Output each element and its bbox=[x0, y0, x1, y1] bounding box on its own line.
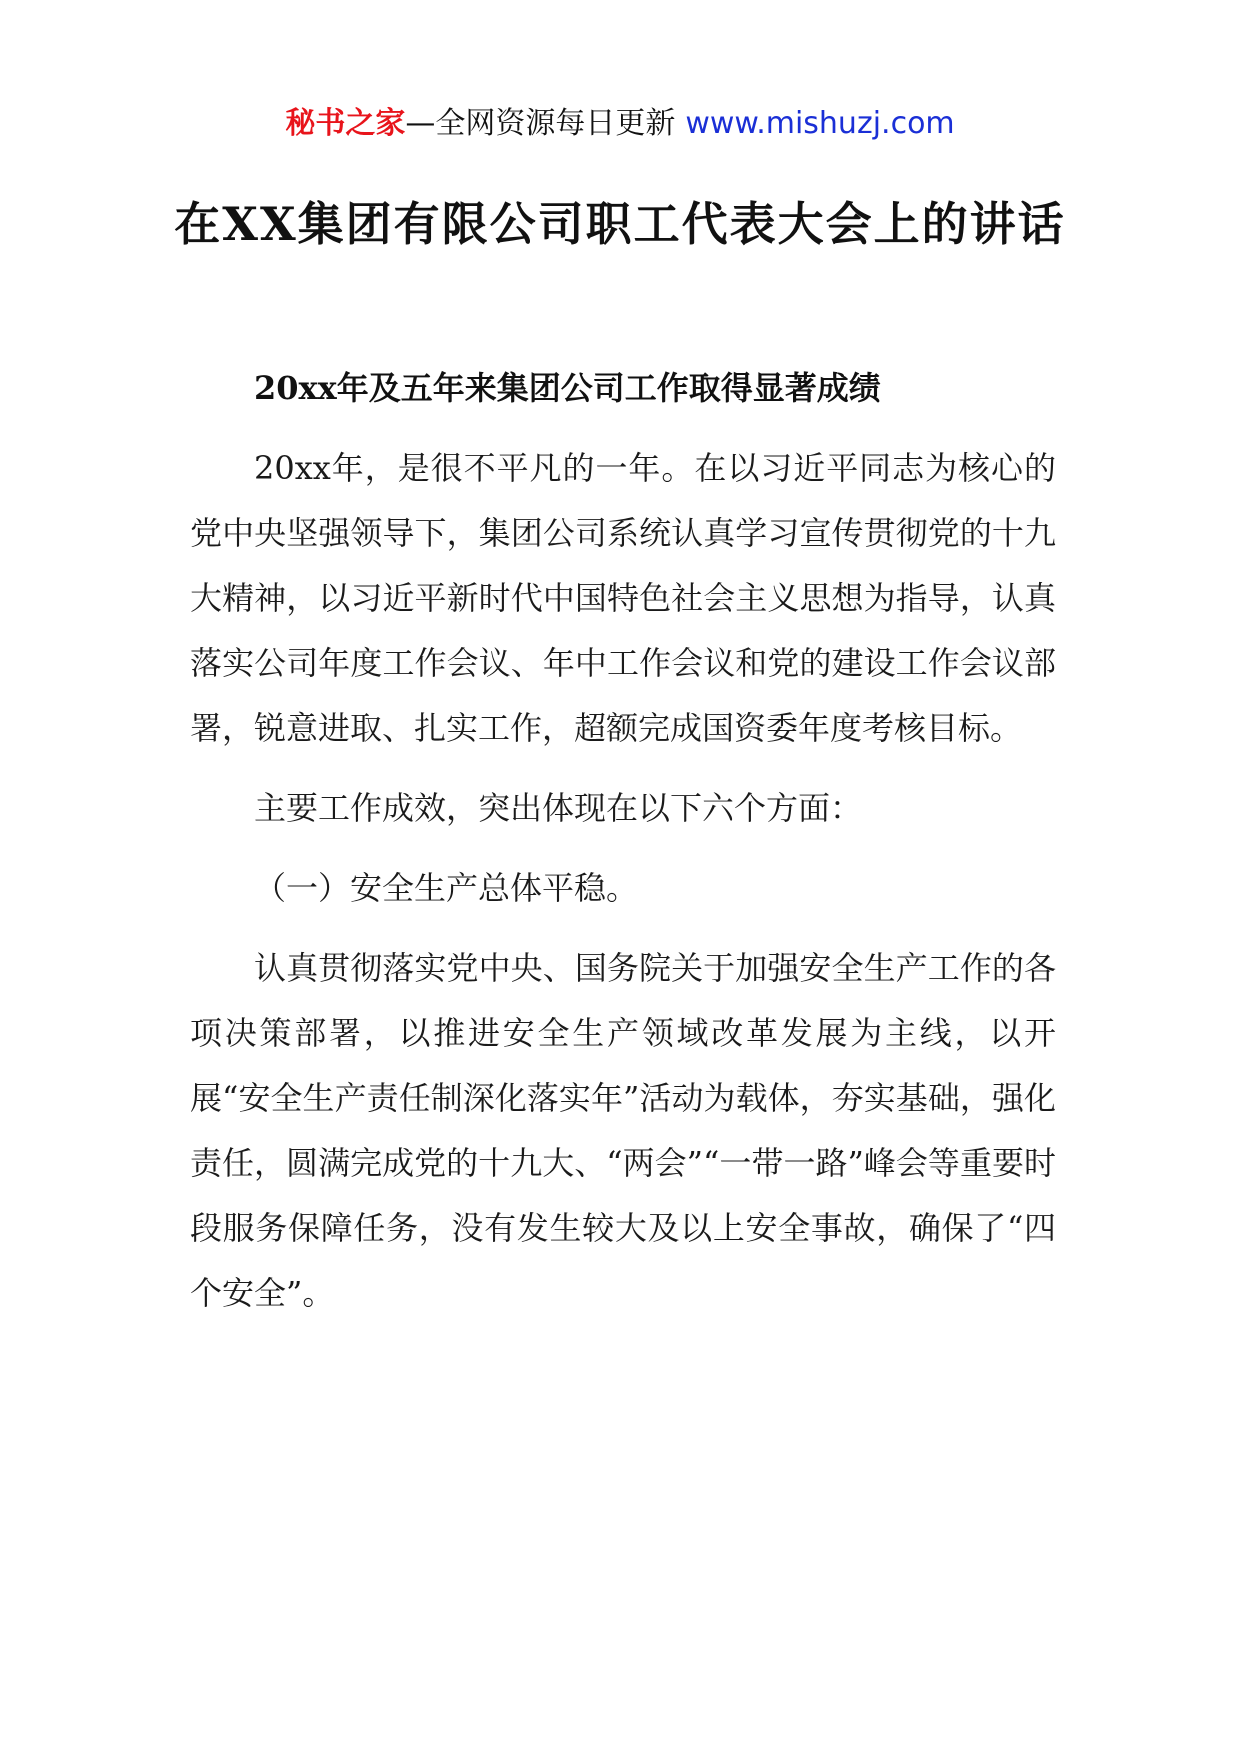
document-body bbox=[190, 356, 1056, 1326]
site-url-link[interactable]: www.mishuzj.com bbox=[685, 106, 955, 141]
paragraph: 主要工作成效，突出体现在以下六个方面： bbox=[254, 789, 863, 827]
paragraph: 20xx年，是很不平凡的一年。在以习近平同志为核心的党中央坚强领导下，集团公司系统认真学习宣传贯彻党的十九大精神，以习近平新时代中国特色社会主义思想为指导，认真落实公司年度工作会议、年中工作会议和党的建设工作会议部署，锐意进取、扎实工作，超额完成国资委年度考核目标。 bbox=[190, 449, 1056, 747]
paragraph: （一）安全生产总体平稳。 bbox=[254, 869, 639, 907]
site-header bbox=[0, 100, 1240, 148]
document-title: 在XX集团有限公司职工代表大会上的讲话 bbox=[174, 197, 1066, 251]
section-heading: 20xx年及五年来集团公司工作取得显著成绩 bbox=[254, 369, 881, 407]
site-brand: 秘书之家 bbox=[285, 106, 406, 141]
paragraph: 认真贯彻落实党中央、国务院关于加强安全生产工作的各项决策部署，以推进安全生产领域改革发展为主线，以开展“安全生产责任制深化落实年”活动为载体，夯实基础，强化责任，圆满完成党的十九大、“两会”“一带一路”峰会等重要时段服务保障任务，没有发生较大及以上安全事故，确保了“四个安全”。 bbox=[190, 949, 1056, 1312]
site-tagline: —全网资源每日更新 bbox=[405, 106, 676, 141]
